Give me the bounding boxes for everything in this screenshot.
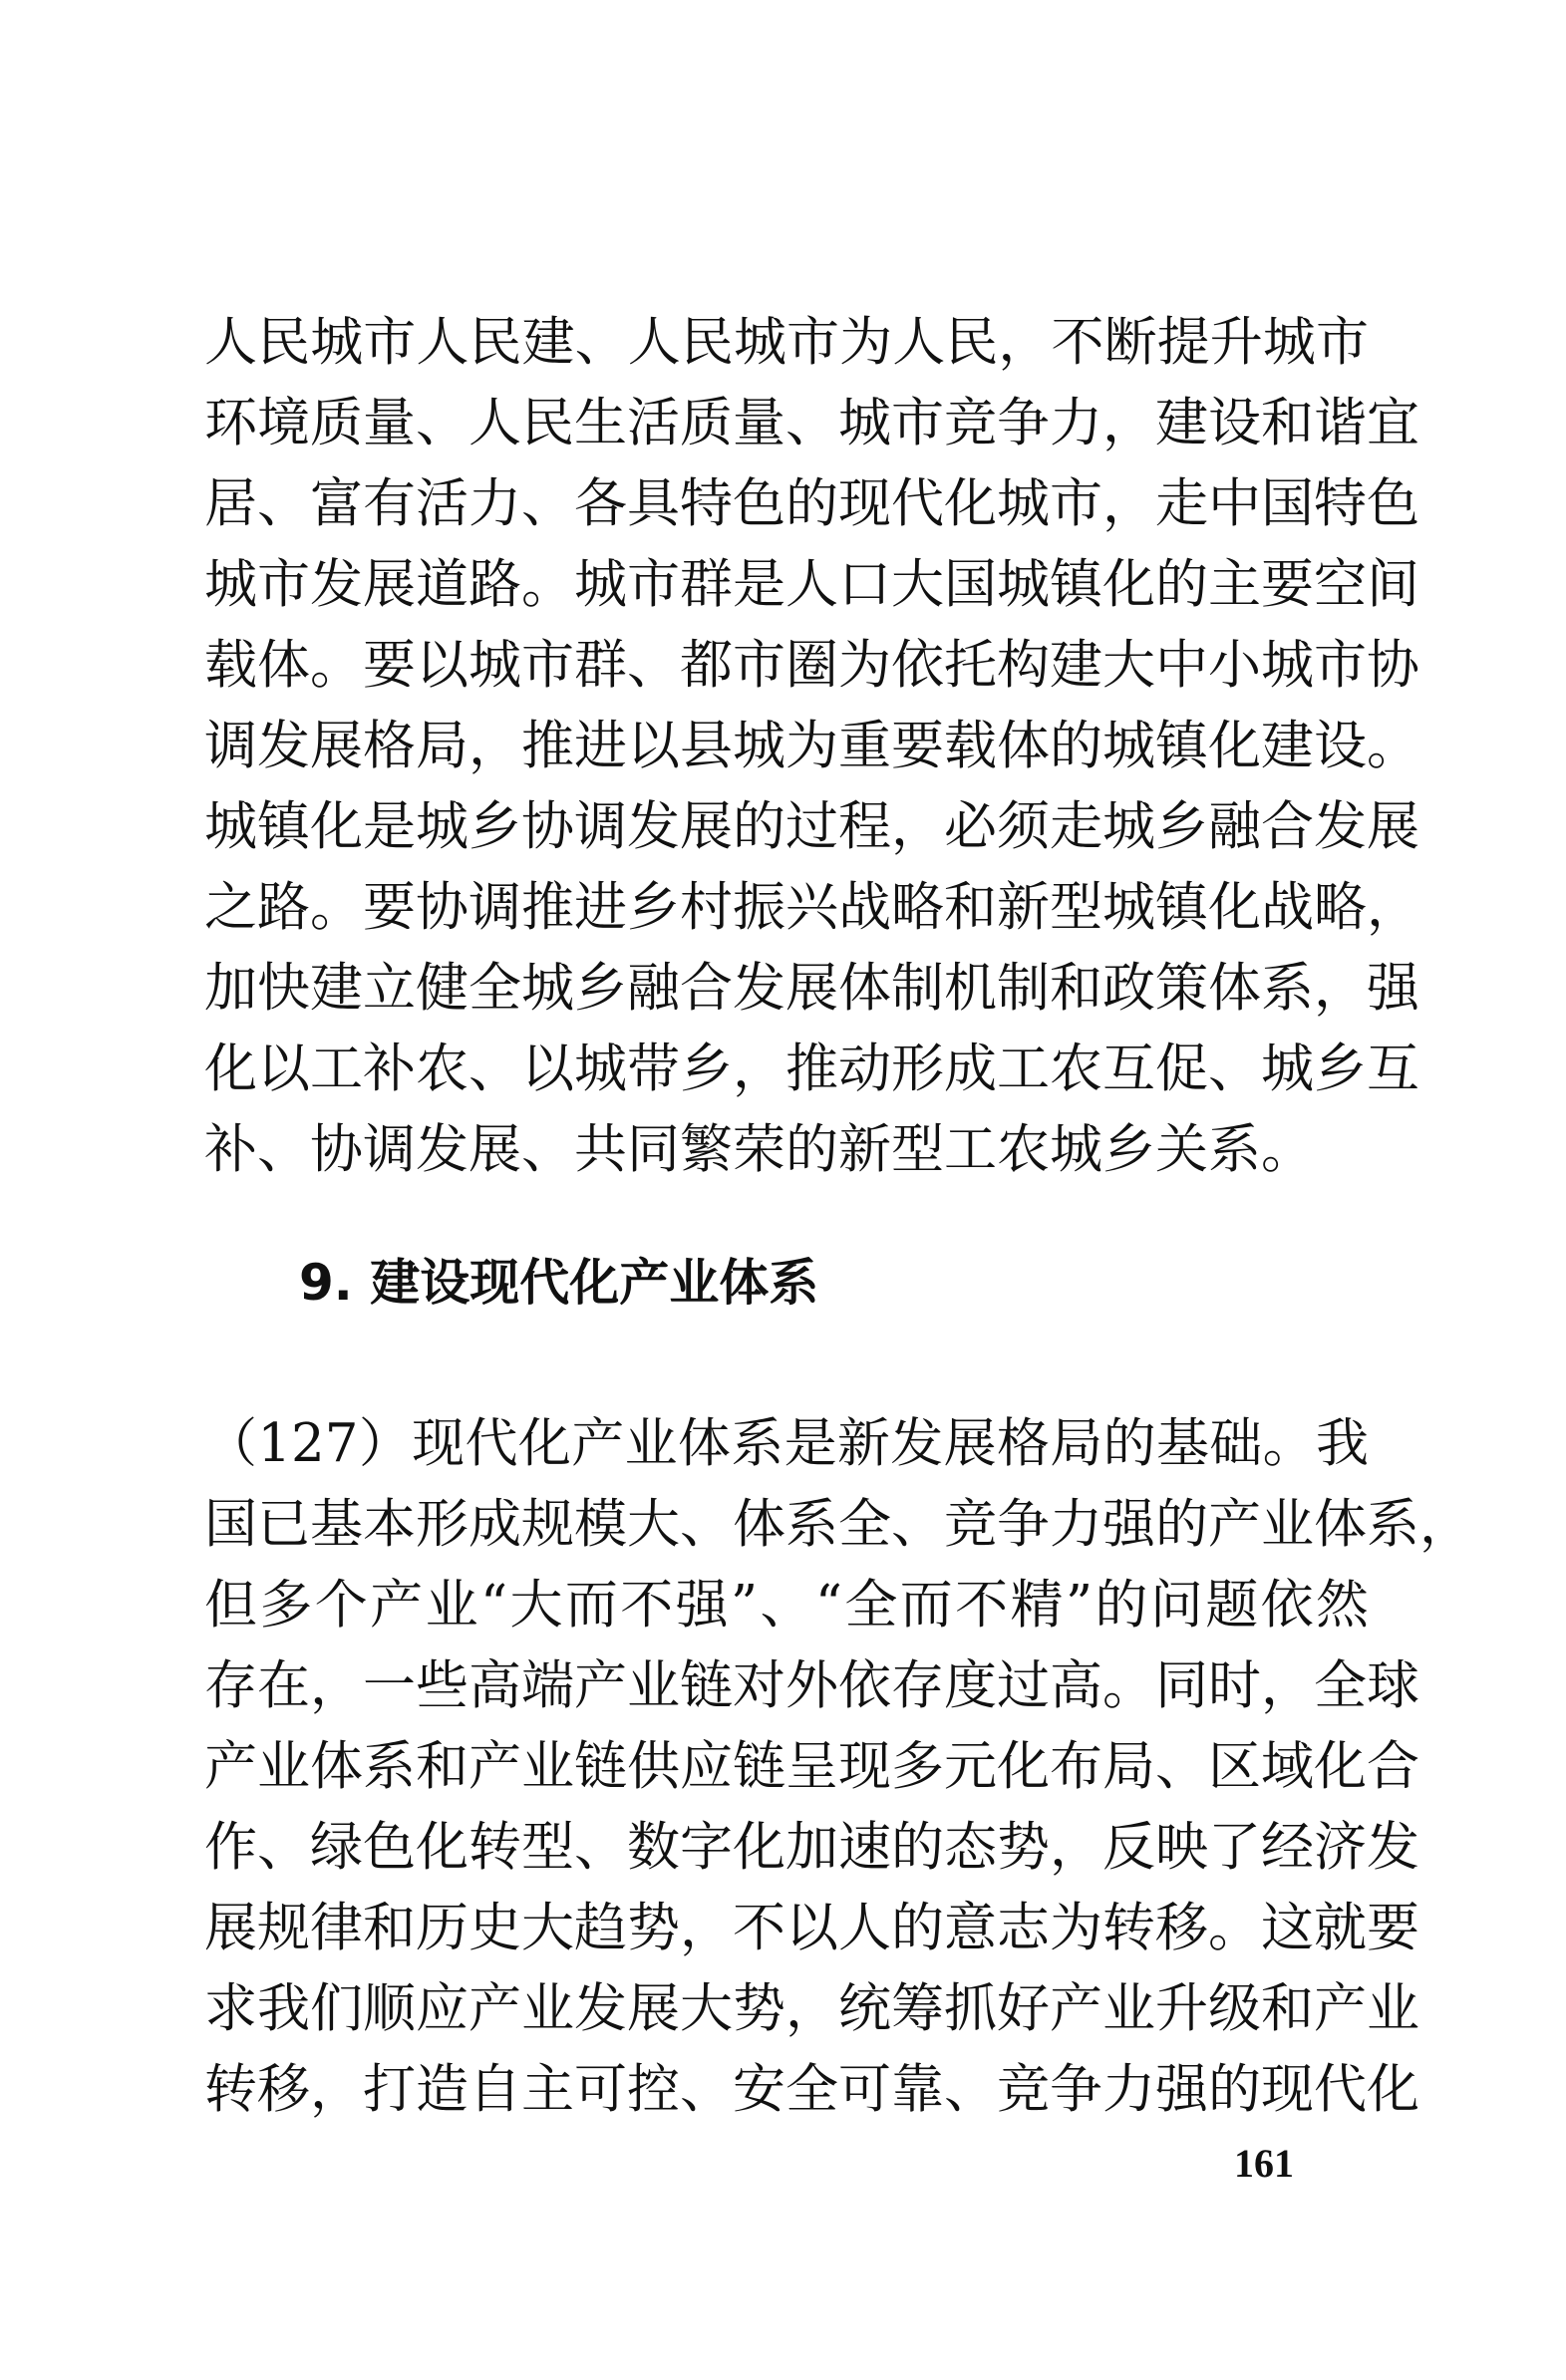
- text-line: 产业体系和产业链供应链呈现多元化布局、区域化合: [204, 1736, 1419, 1797]
- text-line: 居、富有活力、各具特色的现代化城市，走中国特色: [204, 473, 1419, 534]
- text-line: 化以工补农、以城带乡，推动形成工农互促、城乡互: [204, 1039, 1419, 1099]
- text-line: 求我们顺应产业发展大势，统筹抓好产业升级和产业: [204, 1978, 1419, 2039]
- section-heading: 9. 建设现代化产业体系: [299, 1254, 819, 1312]
- text-line: 作、绿色化转型、数字化加速的态势，反映了经济发: [204, 1817, 1419, 1878]
- text-line: 之路。要协调推进乡村振兴战略和新型城镇化战略，: [204, 877, 1419, 938]
- body-paragraph-1: [204, 302, 1419, 1190]
- text-line: 补、协调发展、共同繁荣的新型工农城乡关系。: [204, 1119, 1314, 1180]
- page-number: 161: [1234, 2141, 1294, 2186]
- text-line: 展规律和历史大趋势，不以人的意志为转移。这就要: [204, 1898, 1419, 1958]
- text-line: 存在，一些高端产业链对外依存度过高。同时，全球: [204, 1655, 1419, 1716]
- text-line: 人民城市人民建、人民城市为人民，不断提升城市: [204, 312, 1369, 373]
- text-line: 环境质量、人民生活质量、城市竞争力，建设和谐宜: [204, 393, 1419, 453]
- text-line: 载体。要以城市群、都市圈为依托构建大中小城市协: [204, 635, 1419, 696]
- body-paragraph-2: [204, 1403, 1472, 2130]
- text-line: （127）现代化产业体系是新发展格局的基础。我: [204, 1413, 1369, 1474]
- text-line: 加快建立健全城乡融合发展体制机制和政策体系，强: [204, 958, 1419, 1019]
- text-line: 国已基本形成规模大、体系全、竞争力强的产业体系，: [204, 1494, 1472, 1555]
- text-line: 城镇化是城乡协调发展的过程，必须走城乡融合发展: [204, 796, 1419, 857]
- text-line: 调发展格局，推进以县城为重要载体的城镇化建设。: [204, 716, 1419, 776]
- text-line: 转移，打造自主可控、安全可靠、竞争力强的现代化: [204, 2059, 1419, 2120]
- text-line: 但多个产业“大而不强”、“全而不精”的问题依然: [204, 1575, 1369, 1636]
- text-line: 城市发展道路。城市群是人口大国城镇化的主要空间: [204, 554, 1419, 615]
